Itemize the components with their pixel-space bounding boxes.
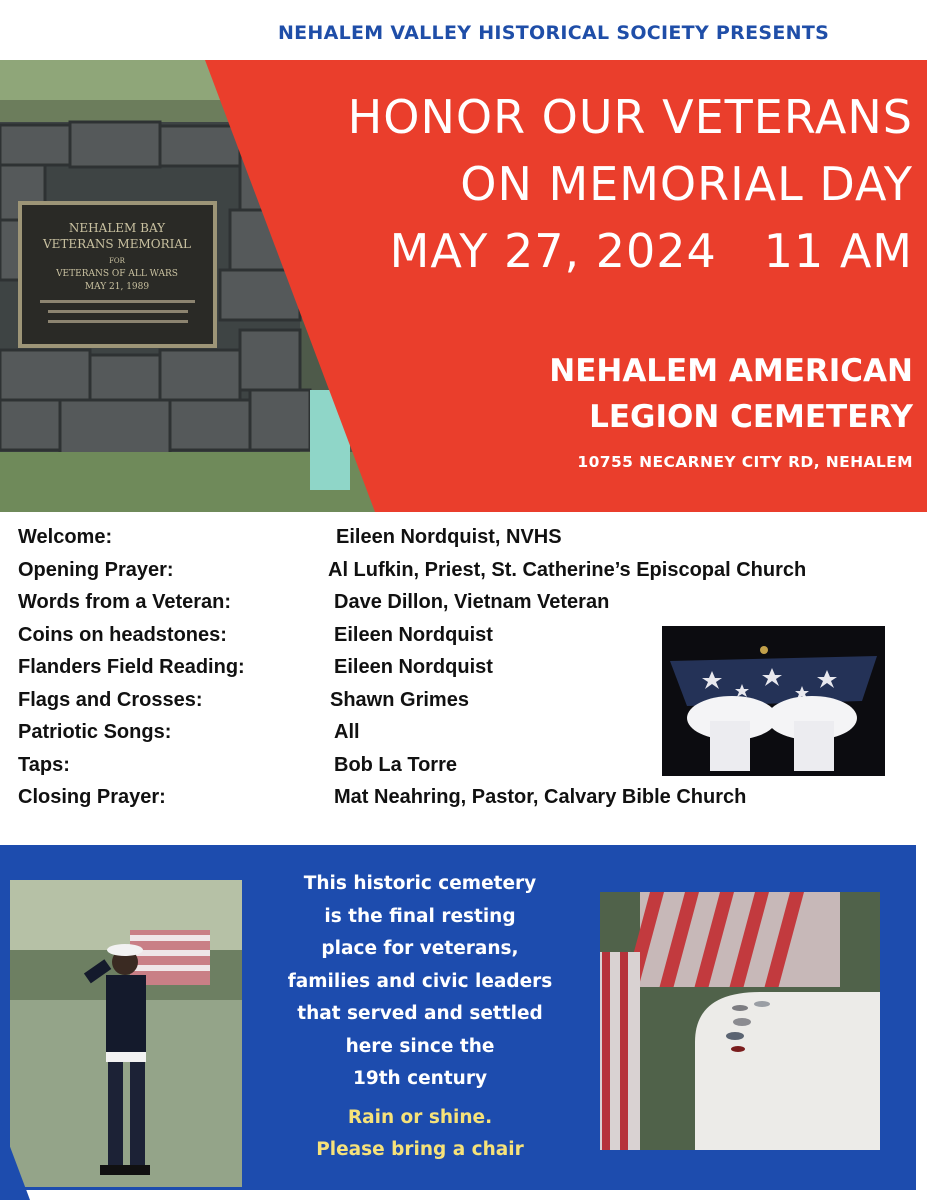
- corner-accent: [0, 1120, 30, 1200]
- program-presenter: Bob La Torre: [334, 753, 457, 776]
- program-role: Coins on headstones:: [18, 623, 227, 646]
- venue-line-2: LEGION CEMETERY: [589, 399, 913, 435]
- venue-line-1: NEHALEM AMERICAN: [549, 353, 913, 389]
- headline-line-1: HONOR OUR VETERANS: [347, 90, 913, 144]
- history-line: place for veterans,: [321, 938, 519, 959]
- plaque-line-2: VETERANS MEMORIAL: [42, 237, 192, 251]
- hero-section: [0, 60, 927, 512]
- program-row: [18, 559, 918, 592]
- history-text: [262, 868, 578, 1096]
- program-role: Welcome:: [18, 526, 113, 548]
- program-presenter: Al Lufkin, Priest, St. Catherine’s Episcopal Church: [328, 558, 807, 581]
- program-row: [18, 786, 918, 819]
- program-row: [18, 526, 918, 559]
- program-presenter: Mat Neahring, Pastor, Calvary Bible Church: [334, 786, 747, 808]
- program-presenter: All: [334, 721, 360, 743]
- history-line: families and civic leaders: [287, 970, 553, 992]
- bring-chair-note: Please bring a chair: [316, 1139, 524, 1160]
- venue-address: 10755 NECARNEY CITY RD, NEHALEM: [577, 453, 913, 471]
- attendance-note: [262, 1102, 578, 1166]
- program-presenter: Eileen Nordquist: [334, 656, 493, 678]
- program-role: Taps:: [18, 753, 70, 776]
- program-row: [18, 591, 918, 624]
- presenter-banner: NEHALEM VALLEY HISTORICAL SOCIETY PRESENTS: [277, 22, 830, 44]
- plaque-line-1: NEHALEM BAY: [68, 221, 166, 235]
- program-presenter: Eileen Nordquist, NVHS: [336, 526, 562, 548]
- program-presenter: Eileen Nordquist: [334, 623, 493, 646]
- program-role: Closing Prayer:: [18, 786, 166, 808]
- event-headline: [348, 84, 913, 285]
- program-role: Words from a Veteran:: [18, 591, 232, 613]
- plaque-line-3: FOR: [109, 257, 125, 265]
- history-line: 19th century: [352, 1068, 488, 1089]
- program-presenter: Dave Dillon, Vietnam Veteran: [334, 591, 610, 613]
- program-role: Flanders Field Reading:: [18, 656, 245, 678]
- marine-saluting-photo: [10, 880, 242, 1187]
- headstone-with-coins-photo: [600, 892, 880, 1150]
- folded-flag-photo: [662, 626, 885, 776]
- history-line: that served and settled: [297, 1003, 543, 1024]
- rain-or-shine-note: Rain or shine.: [347, 1107, 493, 1128]
- plaque-line-5: MAY 21, 1989: [84, 282, 150, 292]
- headline-line-3: MAY 27, 2024 11 AM: [389, 224, 913, 278]
- venue-name: [549, 348, 913, 440]
- history-line: This historic cemetery: [303, 873, 537, 894]
- program-role: Patriotic Songs:: [18, 721, 172, 743]
- history-line: here since the: [345, 1035, 495, 1057]
- program-role: Flags and Crosses:: [18, 688, 203, 711]
- headline-line-2: ON MEMORIAL DAY: [460, 157, 913, 211]
- program-presenter: Shawn Grimes: [330, 688, 469, 711]
- history-line: is the final resting: [324, 905, 516, 927]
- plaque-line-4: VETERANS OF ALL WARS: [56, 269, 178, 279]
- program-role: Opening Prayer:: [18, 558, 174, 581]
